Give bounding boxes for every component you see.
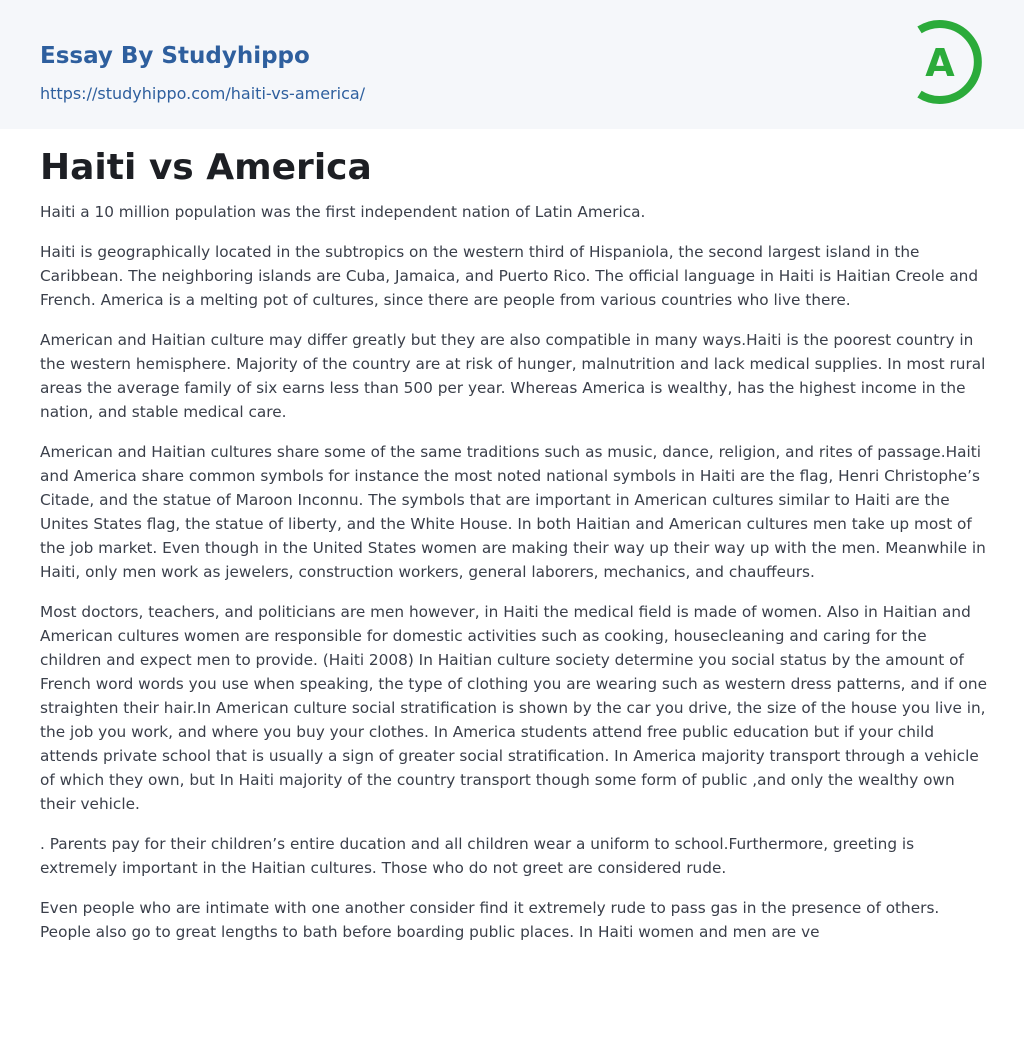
essay-body xyxy=(40,144,988,960)
essay-paragraph: American and Haitian cultures share some of the same traditions such as music, dance, religion, and rites of passage.Haiti and America share common symbols for instance the most noted national symbols in Haiti are the flag, Henri Christophe’s Citade, and the statue of Maroon Inconnu. The symbols that are important in American cultures similar to Haiti are the Unites States flag, the statue of liberty, and the White House. In both Haitian and American cultures men take up most of the job market. Even though in the United States women are making their way up their way up with the men. Meanwhile in Haiti, only men work as jewelers, construction workers, general laborers, mechanics, and chauffeurs. xyxy=(40,443,986,581)
essay-paragraph: Haiti is geographically located in the subtropics on the western third of Hispaniola, the second largest island in the Caribbean. The neighboring islands are Cuba, Jamaica, and Puerto Rico. The official language in Haiti is Haitian Creole and French. America is a melting pot of cultures, since there are people from various countries who live there. xyxy=(40,243,979,309)
essay-title: Haiti vs America xyxy=(40,147,372,188)
essay-paragraph: Even people who are intimate with one another consider find it extremely rude to pass gas in the presence of others. People also go to great lengths to bath before boarding public places. In Haiti women and men are ve xyxy=(40,899,940,941)
essay-paragraph: American and Haitian culture may differ greatly but they are also compatible in many ways.Haiti is the poorest country in the western hemisphere. Majority of the country are at risk of hunger, malnutrition and lack medical supplies. In most rural areas the average family of six earns less than 500 per year. Whereas America is wealthy, has the highest income in the nation, and stable medical care. xyxy=(40,331,986,421)
studyhippo-logo[interactable] xyxy=(912,19,986,105)
essay-paragraph: . Parents pay for their children’s entire ducation and all children wear a uniform to school.Furthermore, greeting is extremely important in the Haitian cultures. Those who do not greet are considered rude. xyxy=(40,835,915,877)
essay-paragraph: Most doctors, teachers, and politicians are men however, in Haiti the medical field is made of women. Also in Haitian and American cultures women are responsible for domestic activities such as cooking, housecleaning and caring for the children and expect men to provide. (Haiti 2008) In Haitian culture society determine you social status by the amount of French word words you use when speaking, the type of clothing you are wearing such as western dress patterns, and if one straighten their hair.In American culture social stratification is shown by the car you drive, the size of the house you live in, the job you work, and where you buy your clothes. In America students attend free public education but if your child attends private school that is usually a sign of greater social stratification. In America majority transport through a vehicle of which they own, but In Haiti majority of the country transport though some form of public ,and only the wealthy own their vehicle. xyxy=(40,603,987,813)
logo-a-icon xyxy=(912,19,986,105)
site-header xyxy=(0,0,1024,129)
brand-title: Essay By Studyhippo xyxy=(40,43,310,69)
logo-letter: A xyxy=(925,41,955,85)
essay-url-link[interactable]: https://studyhippo.com/haiti-vs-america/ xyxy=(40,84,366,103)
essay-paragraph: Haiti a 10 million population was the first independent nation of Latin America. xyxy=(40,203,646,221)
